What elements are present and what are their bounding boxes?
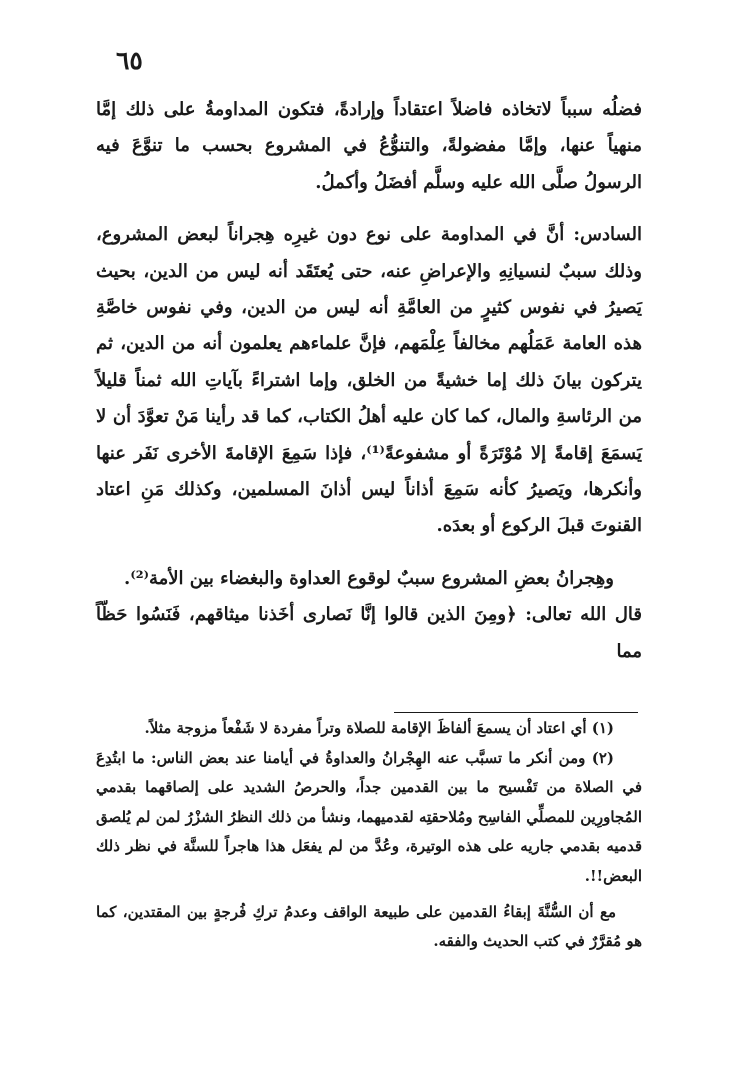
footnote-1 (96, 714, 642, 744)
main-text (96, 92, 642, 670)
paragraph-sixth-text: أنَّ في المداومة على نوع دون غيرِه هِجراناً لبعض المشروع، وذلك سببٌ لنسيانِهِ والإعراضِ عنه، حتى يُعتَقَد أنه ليس من الدين، بحيث يَصيرُ في نفوس كثيرٍ من العامَّةِ أنه ليس من الدين، وفي نفوس خاصَّةِ هذه العامة عَمَلُهم مخالفاً عِلْمَهم، فإنَّ علماءهم يعلمون أنه من الدين، ثم يتركون بيانَ ذلك إما خشيةً من الخلق، وإما اشتراءً بآياتِ الله ثمناً قليلاً من الرئاسةِ والمال، كما كان عليه أهلُ الكتاب، كما قد رأينا مَنْ تعوَّدَ أن لا يَسمَعَ إقامةً إلا مُوْتَرَةً أو مشفوعةً⁽¹⁾، فإذا سَمِعَ الإقامةَ الأخرى نَفَر عنها وأنكرها، ويَصيرُ كأنه سَمِعَ أذاناً ليس أذانَ المسلمين، وكذلك مَنِ اعتاد القنوتَ قبلَ الركوع أو بعدَه. (96, 224, 642, 537)
paragraph-sixth-point (96, 217, 642, 545)
paragraph-quran-quote: قال الله تعالى: ﴿ومِنَ الذين قالوا إنَّا نَصارى أخَذنا ميثاقهم، فَنَسُوا حَظّاً مما (96, 604, 642, 662)
footnote-separator (394, 712, 638, 713)
footnote-2 (96, 744, 642, 892)
footnotes (96, 714, 642, 957)
section-label-sixth: السادس: (573, 224, 642, 246)
footnote-2-continuation: مع أن السُّنَّةَ إبقاءُ القدمين على طبيعة الواقف وعدمُ تركِ فُرجةٍ بين المقتدين، كما هو مُقرَّرٌ في كتب الحديث والفقه. (96, 902, 642, 951)
footnote-2-marker: (٢) (591, 748, 614, 767)
footnote-1-marker: (١) (591, 719, 614, 737)
footnote-1-text: أي اعتاد أن يسمعَ ألفاظَ الإقامة للصلاة وتراً مفردة لا شَفْعاً مزوجة مثلاً. (144, 719, 592, 737)
page-number: ٦٥ (116, 46, 143, 75)
paragraph-abandonment: وهِجرانُ بعضِ المشروع سببٌ لوقوع العداوة والبغضاء بين الأمة⁽²⁾. (124, 567, 614, 589)
paragraph-continuation: فضلُه سبباً لاتخاذه فاضلاً اعتقاداً وإرادةً، فتكون المداومةُ على ذلك إمَّا منهياً عنها، وإمَّا مفضولةً، والتنوُّعُ في المشروع بحسب ما تنوَّعَ فيه الرسولُ صلَّى الله عليه وسلَّم أفضَلُ وأكملُ. (96, 99, 642, 193)
footnote-2-text: ومن أنكر ما تسبَّب عنه الهِجْرانُ والعداوةُ في أيامنا عند بعض الناس: ما ابتُدِعَ في الصلاة من تَفْسيح ما بين القدمين جداً، والحرصُ الشديد على إلصاقهما بقدمي المُجاورِين للمصلِّي الفاسِح ومُلاحقتِه لقدميهما، ونشأ من ذلك النظرُ الشزْرُ لمن لم يُلصق قدميه بقدمي جاريه على هذه الوتيرة، وعُدَّ من لم يفعَل هذا هاجراً للسنَّة في نظر ذلك البعض!!. (96, 748, 642, 885)
